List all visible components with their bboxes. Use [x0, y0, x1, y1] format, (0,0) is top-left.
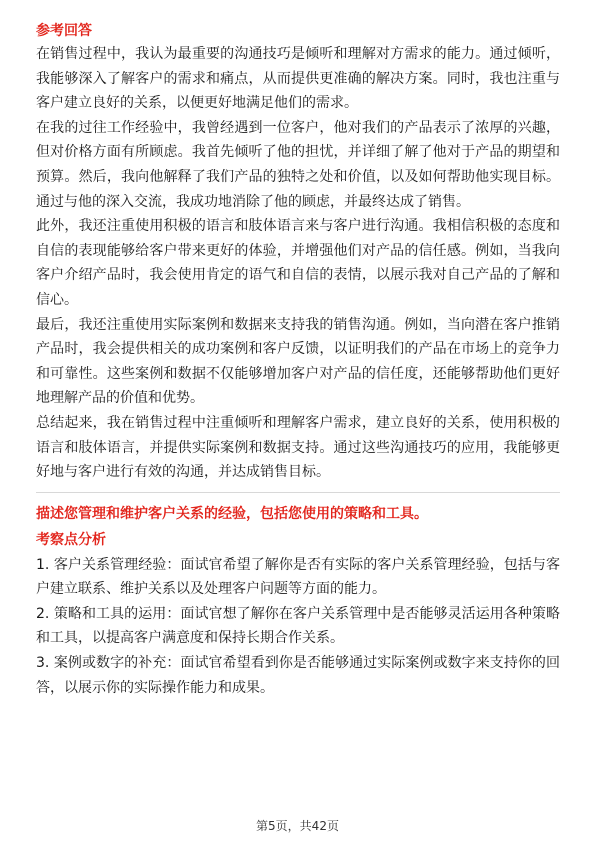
- answer-paragraph-1: 在销售过程中，我认为最重要的沟通技巧是倾听和理解对方需求的能力。通过倾听，我能够深入了解客户的需求和痛点，从而提供更准确的解决方案。同时，我也注重与客户建立良好的关系，以便更好地满足他们的需求。: [36, 46, 560, 112]
- page-content: [36, 20, 560, 700]
- section-divider: [36, 492, 560, 493]
- analysis-list: [36, 553, 560, 701]
- answer-heading: 参考回答: [36, 23, 92, 39]
- analysis-point-3: 3. 案例或数字的补充：面试官希望看到你是否能够通过实际案例或数字来支持你的回答，以展示你的实际操作能力和成果。: [36, 655, 560, 696]
- question-heading: 描述您管理和维护客户关系的经验，包括您使用的策略和工具。: [36, 505, 428, 522]
- analysis-point-1: 1. 客户关系管理经验：面试官希望了解你是否有实际的客户关系管理经验，包括与客户建立联系、维护关系以及处理客户问题等方面的能力。: [36, 556, 560, 598]
- analysis-heading: 考察点分析: [36, 531, 106, 548]
- answer-paragraph-4: 最后，我还注重使用实际案例和数据来支持我的销售沟通。例如，当向潜在客户推销产品时，我会提供相关的成功案例和客户反馈，以证明我们的产品在市场上的竞争力和可靠性。这些案例和数据不仅能够增加客户对产品的信任度，还能够帮助他们更好地理解产品的价值和优势。: [36, 316, 560, 407]
- analysis-point-2: 2. 策略和工具的运用：面试官想了解你在客户关系管理中是否能够灵活运用各种策略和工具，以提高客户满意度和保持长期合作关系。: [36, 605, 560, 647]
- answer-body: [36, 42, 560, 485]
- answer-paragraph-3: 此外，我还注重使用积极的语言和肢体语言来与客户进行沟通。我相信积极的态度和自信的表现能够给客户带来更好的体验，并增强他们对产品的信任感。例如，当我向客户介绍产品时，我会使用肯定的语气和自信的表情，以展示我对自己产品的了解和信心。: [36, 218, 560, 308]
- page-footer: 第5页，共42页: [256, 819, 339, 833]
- answer-paragraph-5: 总结起来，我在销售过程中注重倾听和理解客户需求，建立良好的关系，使用积极的语言和肢体语言，并提供实际案例和数据支持。通过这些沟通技巧的应用，我能够更好地与客户进行有效的沟通，并达成销售目标。: [36, 414, 560, 481]
- answer-paragraph-2: 在我的过往工作经验中，我曾经遇到一位客户，他对我们的产品表示了浓厚的兴趣，但对价格方面有所顾虑。我首先倾听了他的担忧，并详细了解了他对于产品的期望和预算。然后，我向他解释了我们产品的独特之处和价值，以及如何帮助他实现目标。通过与他的深入交流，我成功地消除了他的顾虑，并最终达成了销售。: [36, 119, 560, 210]
